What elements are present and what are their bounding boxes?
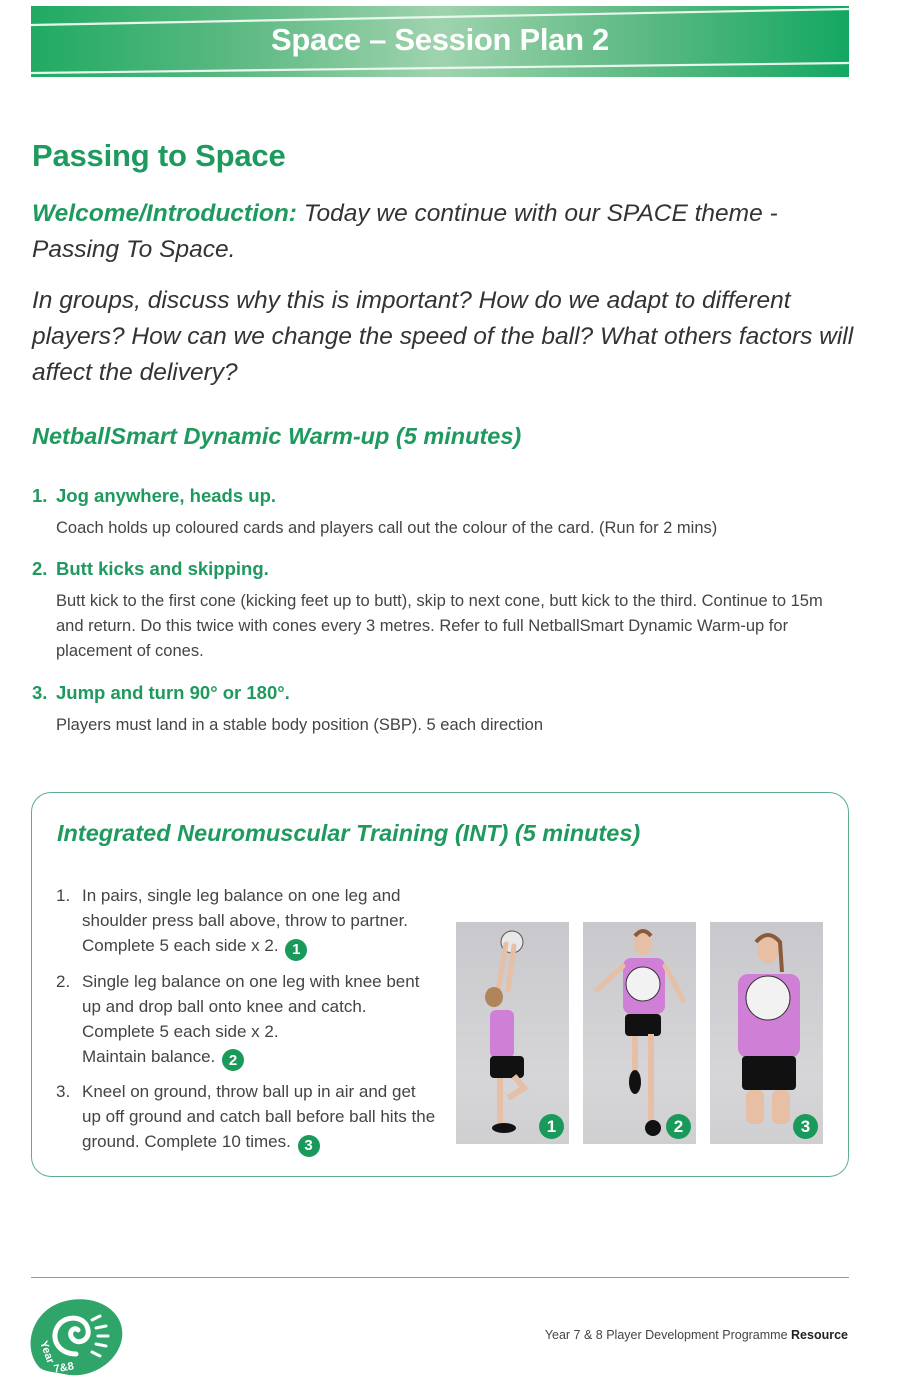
photo-badge-icon: 3 — [793, 1114, 818, 1139]
intro-label: Welcome/Introduction: — [32, 200, 297, 227]
int-item — [56, 883, 436, 961]
logo-text: Year — [37, 1339, 57, 1366]
int-list — [56, 883, 436, 1165]
footer-programme: Year 7 & 8 Player Development Programme — [544, 1328, 792, 1342]
photo-badge-icon: 1 — [539, 1114, 564, 1139]
player-figure-icon — [456, 922, 569, 1144]
step-badge-icon: 3 — [298, 1135, 320, 1157]
step-number: 1. — [32, 485, 48, 506]
warmup-step — [32, 485, 852, 541]
step-heading: Jog anywhere, heads up. — [56, 485, 277, 506]
exercise-photo-2 — [583, 922, 696, 1144]
exercise-photo-1 — [456, 922, 569, 1144]
discussion-paragraph: In groups, discuss why this is important? How do we adapt to different players? How can we change the speed of the ball? What others factors will affect the delivery? — [32, 287, 854, 386]
header-banner — [31, 6, 849, 77]
step-heading: Jump and turn 90° or 180°. — [56, 682, 290, 703]
footer-divider — [31, 1277, 849, 1278]
step-badge-icon: 2 — [222, 1049, 244, 1071]
int-item — [56, 969, 436, 1072]
page-header-title: Space – Session Plan 2 — [270, 22, 610, 57]
svg-text:7&8: 7&8 — [52, 1360, 75, 1376]
int-item-number: 1. — [56, 886, 71, 905]
year-7-8-logo — [28, 1298, 126, 1376]
int-item-text: In pairs, single leg balance on one leg and shoulder press ball above, throw to partner. Complete 5 each side x 2. — [82, 886, 409, 955]
warmup-step — [32, 558, 852, 664]
step-description: Players must land in a stable body position (SBP). 5 each direction — [56, 716, 544, 734]
page-title: Passing to Space — [32, 138, 286, 173]
int-item-number: 3. — [56, 1082, 71, 1101]
intro-text: Today we continue with our SPACE theme - Passing To Space. — [32, 200, 778, 263]
exercise-photo-3 — [710, 922, 823, 1144]
player-figure-icon — [710, 922, 823, 1144]
intro-paragraph — [32, 196, 852, 268]
int-item-number: 2. — [56, 971, 71, 991]
int-item-text: Single leg balance on one leg with knee bent up and drop ball onto knee and catch. Complete 5 each side x 2. — [82, 971, 420, 1041]
int-title: Integrated Neuromuscular Training (INT) (5 minutes) — [57, 820, 641, 846]
int-item-text: Kneel on ground, throw ball up in air and get up off ground and catch ball before ball hits the ground. Complete 10 times. — [82, 1082, 436, 1151]
footer-text — [545, 1328, 848, 1342]
int-item — [56, 1079, 436, 1157]
step-description: Coach holds up coloured cards and players call out the colour of the card. (Run for 2 mins) — [56, 519, 718, 537]
step-number: 3. — [32, 682, 48, 703]
step-heading: Butt kicks and skipping. — [56, 558, 269, 579]
footer-resource: Resource — [791, 1328, 848, 1342]
int-panel — [31, 792, 849, 1177]
step-number: 2. — [32, 558, 48, 579]
step-badge-icon: 1 — [285, 939, 307, 961]
warmup-step — [32, 682, 852, 738]
step-description: Butt kick to the first cone (kicking feet up to butt), skip to next cone, butt kick to the third. Continue to 15m and return. Do this twice with cones every 3 metres. Refer to full NetballSmart Dynamic Warm-up for placement of cones. — [56, 592, 823, 660]
warmup-title: NetballSmart Dynamic Warm-up (5 minutes) — [32, 423, 522, 449]
player-figure-icon — [583, 922, 696, 1144]
photo-badge-icon: 2 — [666, 1114, 691, 1139]
int-item-text: Maintain balance. — [82, 1046, 216, 1066]
